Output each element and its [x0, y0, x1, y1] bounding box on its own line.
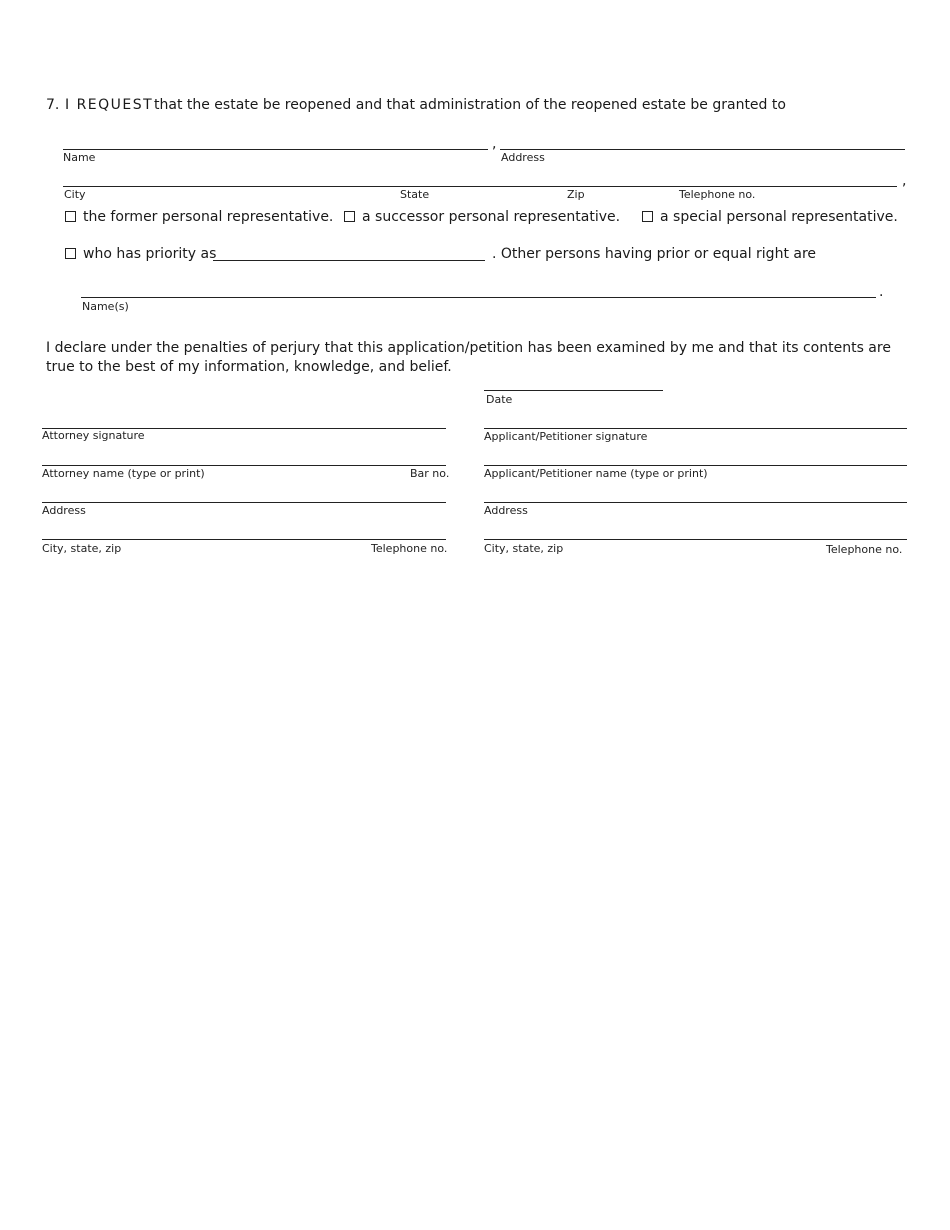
former-rep-label: the former personal representative.: [83, 209, 334, 225]
name-field-line[interactable]: [63, 149, 488, 150]
applicant-address-line[interactable]: [484, 502, 907, 503]
names-label: Name(s): [82, 300, 129, 313]
applicant-name-label: Applicant/Petitioner name (type or print): [484, 467, 708, 480]
priority-field-line[interactable]: [213, 260, 485, 261]
applicant-telephone-label: Telephone no.: [826, 543, 903, 556]
date-label: Date: [486, 393, 513, 406]
name-comma: ,: [492, 136, 497, 152]
special-rep-label: a special personal representative.: [660, 209, 898, 225]
attorney-name-line[interactable]: [42, 465, 446, 466]
names-period: .: [879, 284, 884, 300]
successor-rep-checkbox[interactable]: [344, 211, 355, 222]
address-field-line[interactable]: [500, 149, 905, 150]
attorney-bar-label: Bar no.: [410, 467, 450, 480]
applicant-address-label: Address: [484, 504, 528, 517]
other-persons-text: . Other persons having prior or equal right are: [492, 246, 817, 262]
attorney-city-line[interactable]: [42, 539, 446, 540]
item-number: 7.: [46, 97, 60, 113]
applicant-signature-label: Applicant/Petitioner signature: [484, 430, 648, 443]
applicant-city-line[interactable]: [484, 539, 907, 540]
attorney-address-line[interactable]: [42, 502, 446, 503]
attorney-telephone-label: Telephone no.: [371, 542, 448, 555]
city-label: City: [64, 188, 86, 201]
zip-label: Zip: [567, 188, 585, 201]
city-state-zip-field-line[interactable]: [63, 186, 897, 187]
address-label: Address: [501, 151, 545, 164]
applicant-signature-line[interactable]: [484, 428, 907, 429]
names-field-line[interactable]: [81, 297, 876, 298]
attorney-city-label: City, state, zip: [42, 542, 122, 555]
name-label: Name: [63, 151, 96, 164]
priority-checkbox[interactable]: [65, 248, 76, 259]
telephone-label: Telephone no.: [679, 188, 756, 201]
special-rep-checkbox[interactable]: [642, 211, 653, 222]
applicant-name-line[interactable]: [484, 465, 907, 466]
date-field-line[interactable]: [484, 390, 663, 391]
priority-label: who has priority as: [83, 246, 217, 262]
state-label: State: [400, 188, 430, 201]
perjury-declaration: I declare under the penalties of perjury that this application/petition has been examined by me and that its contents are true to the best of my information, knowledge, and belief.: [46, 340, 891, 375]
request-text: that the estate be reopened and that administration of the reopened estate be granted to: [154, 97, 786, 113]
successor-rep-label: a successor personal representative.: [362, 209, 621, 225]
attorney-name-label: Attorney name (type or print): [42, 467, 205, 480]
applicant-city-label: City, state, zip: [484, 542, 564, 555]
request-word: I REQUEST: [65, 97, 154, 113]
city-row-comma: ,: [902, 173, 907, 189]
attorney-address-label: Address: [42, 504, 86, 517]
attorney-signature-label: Attorney signature: [42, 429, 145, 442]
former-rep-checkbox[interactable]: [65, 211, 76, 222]
